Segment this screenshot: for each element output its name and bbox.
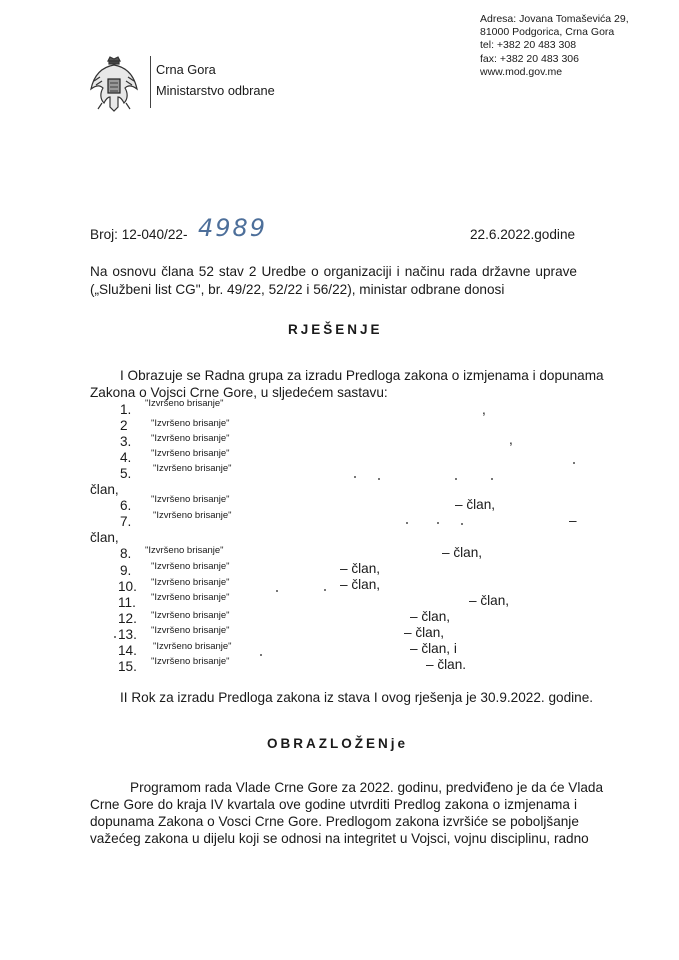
member-suffix: – član, [469,593,510,608]
scan-speck [491,478,493,480]
website-link[interactable]: www.mod.gov.me [480,65,563,78]
scan-speck [324,589,326,591]
member-number: 14. [118,643,137,658]
address-block [480,13,629,79]
redacted-member: "Izvršeno brisanje" [151,610,230,621]
member-number: 7. [120,514,132,529]
member-number: 10. [118,579,137,594]
member-number: 3. [120,434,132,449]
member-number: 12. [118,611,137,626]
redacted-member: "Izvršeno brisanje" [151,592,230,603]
scan-speck [276,590,278,592]
fax-line: fax: +382 20 483 306 [480,52,579,65]
member-suffix: , [509,432,513,447]
redacted-member: "Izvršeno brisanje" [151,561,230,572]
redacted-member: "Izvršeno brisanje" [153,463,232,474]
redacted-member: "Izvršeno brisanje" [151,448,230,459]
redacted-member: "Izvršeno brisanje" [151,577,230,588]
reasoning-line-2: Crne Gore do kraja IV kvartala ove godine utvrditi Predlog zakona o izmjenama i [90,797,577,812]
scan-speck [455,478,457,480]
redacted-member: "Izvršeno brisanje" [153,641,232,652]
member-number: 9. [120,563,132,578]
redacted-member: "Izvršeno brisanje" [151,418,230,429]
member-suffix: , [482,402,486,417]
redacted-member: "Izvršeno brisanje" [151,433,230,444]
member-number: 5. [120,466,132,481]
section-1-line-1: I Obrazuje se Radna grupa za izradu Predloga zakona o izmjenama i dopunama [120,368,604,383]
redacted-member: "Izvršeno brisanje" [151,656,230,667]
member-number: 2 [120,418,128,433]
scan-speck [461,523,463,525]
document-date: 22.6.2022.godine [470,227,576,242]
member-suffix: – član, [455,497,496,512]
member-suffix: – član, i [410,641,457,656]
address-line: Adresa: Jovana Tomaševića 29, [480,13,629,25]
org-ministry: Ministarstvo odbrane [156,83,275,98]
member-suffix: – član, [442,545,483,560]
scan-speck [437,522,439,524]
section-1-line-2: Zakona o Vojsci Crne Gore, u sljedećem sastavu: [90,385,388,400]
scan-speck [260,654,262,656]
reasoning-title: OBRAZLOŽENje [267,736,409,751]
handwritten-number: 4989 [198,214,268,242]
member-suffix: – član. [426,657,467,672]
scan-speck [378,478,380,480]
preamble-line-2: („Službeni list CG", br. 49/22, 52/22 i 56/22), ministar odbrane donosi [90,282,505,297]
wrapped-clan: član, [90,530,119,545]
org-country: Crna Gora [156,62,216,77]
member-number: 4. [120,450,132,465]
member-suffix: – član, [340,561,381,576]
member-number: 8. [120,546,132,561]
preamble-line-1: Na osnovu člana 52 stav 2 Uredbe o organizaciji i načinu rada državne uprave [90,264,577,279]
reasoning-line-1: Programom rada Vlade Crne Gore za 2022. godinu, predviđeno je da će Vlada [130,780,604,795]
member-suffix: – član, [340,577,381,592]
address-line: 81000 Podgorica, Crna Gora [480,26,615,39]
member-number: 11. [118,595,136,610]
header-divider [150,56,151,108]
scan-speck [114,636,116,638]
scan-speck [354,476,356,478]
eagle-emblem-icon [88,55,140,113]
scan-speck [573,462,575,464]
member-number: 6. [120,498,132,513]
reasoning-line-4: važećeg zakona u dijelu koji se odnosi na integritet u Vojsci, vojnu disciplinu, radno [90,831,589,846]
section-2: II Rok za izradu Predloga zakona iz stava I ovog rješenja je 30.9.2022. godine. [120,690,594,705]
scan-speck [406,522,408,524]
phone-line: tel: +382 20 483 308 [480,39,577,52]
decision-title: RJEŠENJE [288,322,383,337]
coat-of-arms-emblem [88,55,140,113]
member-suffix: – član, [410,609,451,624]
member-number: 13. [118,627,137,642]
redacted-member: "Izvršeno brisanje" [151,494,230,505]
member-number: 15. [118,659,137,674]
redacted-member: "Izvršeno brisanje" [145,398,224,409]
member-suffix: – član, [404,625,445,640]
member-number: 1. [120,402,132,417]
redacted-member: "Izvršeno brisanje" [151,625,230,636]
wrapped-clan: član, [90,482,119,497]
redacted-member: "Izvršeno brisanje" [145,545,224,556]
member-suffix: – [569,513,577,528]
reference-number: Broj: 12-040/22- [90,227,188,242]
reasoning-line-3: dopunama Zakona o Vosci Crne Gore. Predlogom zakona izvršiće se poboljšanje [90,814,579,829]
redacted-member: "Izvršeno brisanje" [153,510,232,521]
